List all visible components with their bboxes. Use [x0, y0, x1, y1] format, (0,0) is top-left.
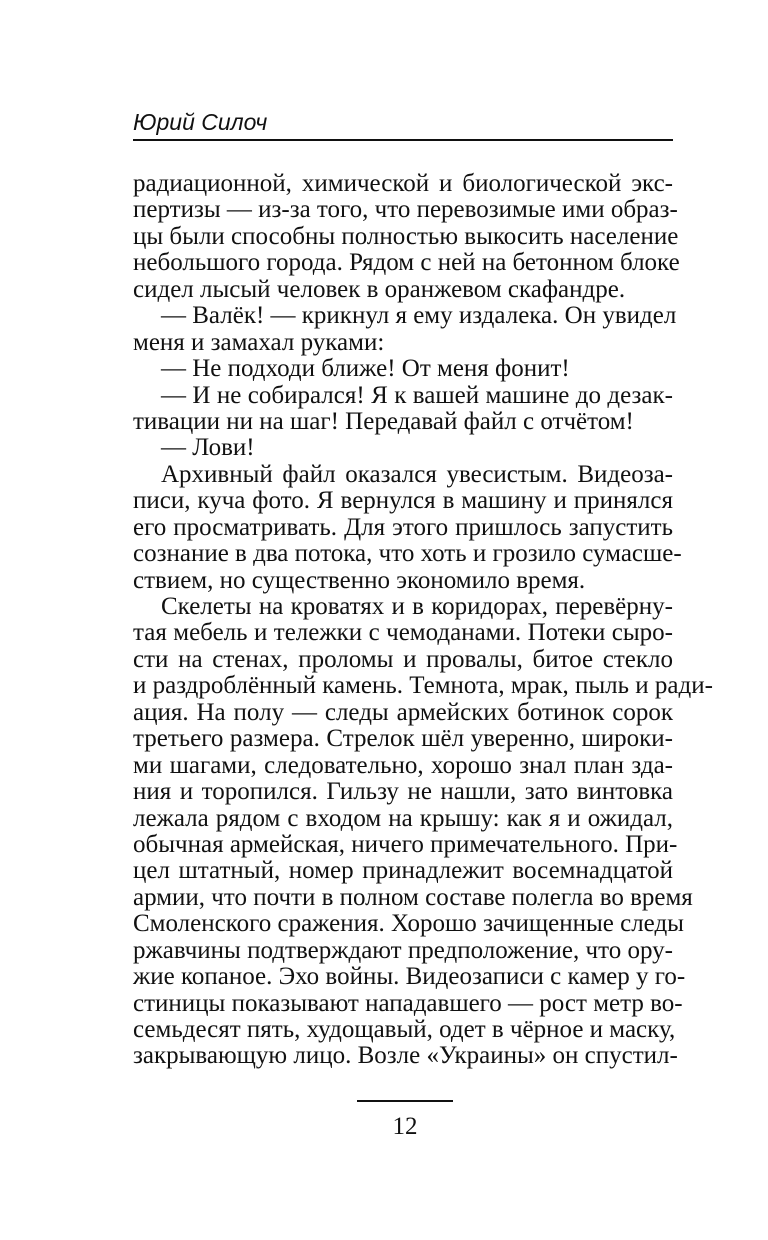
- text-line: меня и замахал руками:: [133, 328, 385, 356]
- text-line: — Лови!: [161, 434, 255, 462]
- text-line: закрывающую лицо. Возле «Украины» он спустил-: [133, 1042, 678, 1070]
- text-line: сидел лысый человек в оранжевом скафандре.: [133, 275, 626, 303]
- text-line: лежала рядом с входом на крышу: как я и ожидал,: [133, 804, 673, 832]
- text-line: обычная армейская, ничего примечательного. При-: [133, 830, 678, 858]
- text-line: писи, куча фото. Я вернулся в машину и принялся: [133, 487, 673, 515]
- text-line: его просматривать. Для этого пришлось запустить: [133, 513, 673, 541]
- text-line: сознание в два потока, что хоть и грозило сумасше-: [133, 540, 682, 568]
- text-line: Скелеты на кроватях и в коридорах, перевёрну-: [161, 593, 673, 620]
- text-line: тивации ни на шаг! Передавай файл с отчётом!: [133, 407, 634, 435]
- text-line: — Валёк! — крикнул я ему издалека. Он увидел: [161, 302, 677, 330]
- text-line: цел штатный, номер принадлежит восемнадцатой: [133, 857, 673, 885]
- text-line: семьдесят пять, худощавый, одет в чёрное и маску,: [133, 1016, 676, 1043]
- body-text: [133, 170, 713, 1070]
- text-line: третьего размера. Стрелок шёл уверенно, широки-: [133, 725, 673, 753]
- text-line: цы были способны полностью выкосить население: [133, 222, 679, 250]
- text-line: сти на стенах, проломы и провалы, битое стекло: [133, 645, 673, 673]
- page-number: 12: [392, 1113, 418, 1140]
- text-line: — И не собирался! Я к вашей машине до дезак-: [161, 381, 673, 409]
- text-line: — Не подходи ближе! От меня фонит!: [161, 355, 570, 383]
- text-line: пертизы — из-за того, что перевозимые ими образ-: [133, 196, 678, 224]
- running-header-author: Юрий Силоч: [133, 109, 268, 135]
- text-line: небольшого города. Рядом с ней на бетонном блоке: [133, 249, 680, 277]
- text-line: ния и торопился. Гильзу не нашли, зато винтовка: [133, 778, 673, 806]
- footer-rule: [357, 1100, 453, 1102]
- text-line: Архивный файл оказался увесистым. Видеоза-: [161, 460, 673, 488]
- text-line: ация. На полу — следы армейских ботинок сорок: [133, 698, 673, 726]
- text-line: и раздроблённый камень. Темнота, мрак, пыль и ради-: [133, 672, 713, 700]
- text-line: ствием, но существенно экономило время.: [133, 566, 586, 594]
- text-line: стиницы показывают нападавшего — рост метр во-: [133, 989, 683, 1017]
- text-line: ми шагами, следовательно, хорошо знал план зда-: [133, 751, 673, 779]
- text-line: армии, что почти в полном составе полегла во время: [133, 883, 693, 911]
- text-line: радиационной, химической и биологической экс-: [133, 170, 673, 197]
- text-line: Смоленского сражения. Хорошо зачищенные следы: [133, 910, 684, 938]
- text-line: тая мебель и тележки с чемоданами. Потеки сыро-: [133, 619, 673, 647]
- header-rule: [133, 139, 673, 141]
- text-line: ржавчины подтверждают предположение, что ору-: [133, 936, 673, 964]
- text-line: жие копаное. Эхо войны. Видеозаписи с камер у го-: [133, 963, 686, 991]
